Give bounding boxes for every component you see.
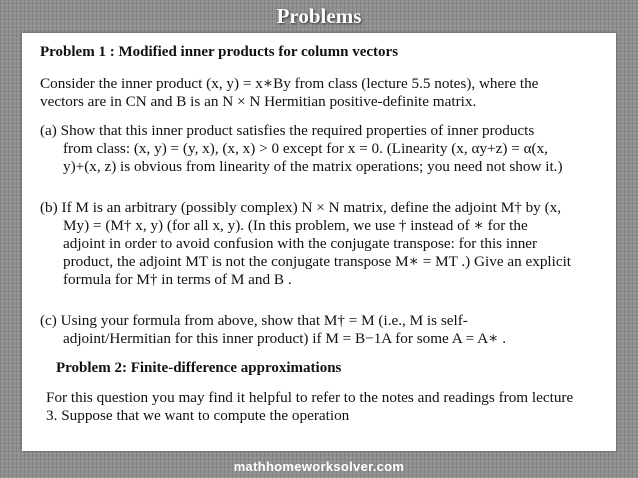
- content-panel: [22, 33, 616, 451]
- part-b-line-5: formula for M† in terms of M and B .: [63, 271, 292, 288]
- slide-title: Problems: [276, 4, 362, 28]
- problem1-intro-line-2: vectors are in CN and B is an N × N Hermitian positive-definite matrix.: [40, 93, 477, 110]
- part-a-line-3: y)+(x, z) is obvious from linearity of the matrix operations; you need not show it.): [63, 158, 563, 175]
- part-c-line-2: adjoint/Hermitian for this inner product) if M = B−1A for some A = A∗ .: [63, 330, 507, 347]
- part-b-line-3: adjoint in order to avoid confusion with the conjugate transpose: for this inner: [63, 235, 538, 252]
- part-a-line-1: (a) Show that this inner product satisfies the required properties of inner products: [40, 122, 535, 139]
- part-c-line-1: (c) Using your formula from above, show that M† = M (i.e., M is self-: [40, 312, 468, 329]
- problem2-intro-line-2: 3. Suppose that we want to compute the operation: [46, 407, 350, 424]
- problem1-intro-line-1: Consider the inner product (x, y) = x∗By from class (lecture 5.5 notes), where the: [40, 75, 539, 92]
- part-b-line-1: (b) If M is an arbitrary (possibly complex) N × N matrix, define the adjoint M† by (x,: [40, 199, 562, 216]
- problem2-heading: Problem 2: Finite-difference approximations: [56, 360, 342, 376]
- problem2-intro-line-1: For this question you may find it helpful to refer to the notes and readings from lecture: [46, 389, 574, 406]
- part-a-line-2: from class: (x, y) = (y, x), (x, x) > 0 except for x = 0. (Linearity (x, αy+z) = α(x,: [63, 140, 548, 157]
- footer-site-name: mathhomeworksolver.com: [233, 459, 405, 474]
- part-b-line-2: My) = (M† x, y) (for all x, y). (In this problem, we use † instead of ∗ for the: [63, 217, 528, 234]
- problem1-heading: Problem 1 : Modified inner products for column vectors: [40, 44, 399, 60]
- part-b-line-4: product, the adjoint MT is not the conjugate transpose M∗ = MT .) Give an explicit: [63, 253, 572, 270]
